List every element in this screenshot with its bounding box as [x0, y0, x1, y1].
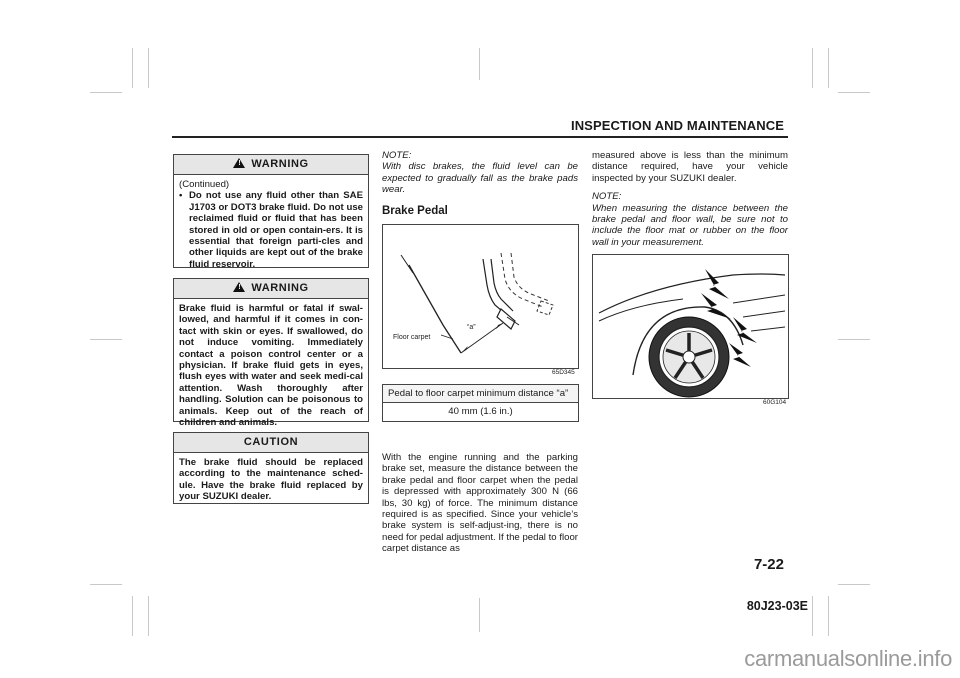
- crop-mark: [90, 92, 122, 93]
- crop-mark: [812, 48, 813, 88]
- crop-mark: [479, 598, 480, 632]
- warning-bullet-text: Do not use any fluid other than SAE J1703 or DOT3 brake fluid. Do not use reclaimed fluid or fluid that has been stored in old or open contain-ers. It is essential that foreign parti-cles and other liquids are kept out of the brake fluid reservoir.: [189, 190, 363, 270]
- crop-mark: [132, 596, 133, 636]
- warning-body: Brake fluid is harmful or fatal if swal-lowed, and harmful if it comes in con-tact with skin or eyes. If swallowed, do not induce vomiting. Immediately contact a poison control center or a physician. If brake fluid gets in eyes, flush eyes with water and seek medi-cal attention. Wash thoroughly after handling. Solution can be poisonous to animals. Keep out of the reach of children and animals.: [179, 303, 363, 429]
- section-title: INSPECTION AND MAINTENANCE: [570, 118, 784, 133]
- warning-title: WARNING: [251, 158, 309, 170]
- page-number: 7-22: [753, 556, 784, 573]
- spec-table: [382, 384, 579, 422]
- crop-mark: [132, 48, 133, 88]
- warning-box-continued: [173, 154, 369, 268]
- crop-mark: [479, 48, 480, 80]
- crop-mark: [828, 48, 829, 88]
- brake-pedal-figure: [382, 224, 579, 369]
- warning-header: [174, 279, 368, 299]
- middle-body-text: With the engine running and the parking brake set, measure the distance between the brake pedal and floor carpet when the pedal is depressed with approximately 300 N (66 lbs, 30 kg) of force. The minimum distance required is as specified. Since your vehicle’s brake system is self-adjust-ing, there is no need for pedal adjustment. If the pedal to floor carpet distance as: [382, 452, 578, 555]
- caution-body: The brake fluid should be replaced according to the maintenance sched-ule. Have the brake fluid replaced by your SUZUKI dealer.: [179, 457, 363, 503]
- spec-value: 40 mm (1.6 in.): [448, 406, 513, 418]
- crop-mark: [90, 339, 122, 340]
- warning-title: WARNING: [251, 282, 309, 294]
- crop-mark: [812, 596, 813, 636]
- figure-code: 60G104: [763, 399, 787, 406]
- section-heading: Brake Pedal: [382, 204, 448, 217]
- note-label: NOTE:: [592, 191, 622, 203]
- crop-mark: [838, 92, 870, 93]
- crop-mark: [148, 48, 149, 88]
- distance-a-label: “a”: [467, 324, 476, 331]
- caution-header: CAUTION: [174, 433, 368, 453]
- header-rule: [172, 136, 788, 138]
- warning-body: [174, 175, 368, 274]
- bullet-icon: •: [179, 190, 183, 202]
- note-label: NOTE:: [382, 150, 412, 161]
- document-code: 80J23-03E: [746, 599, 808, 613]
- floor-carpet-label: Floor carpet: [393, 334, 431, 341]
- watermark-url: carmanualsonline.info: [744, 646, 952, 671]
- right-column-top: [592, 150, 788, 248]
- warning-header: [174, 155, 368, 175]
- note-text: With disc brakes, the fluid level can be expected to gradually fall as the brake pads wear.: [382, 161, 578, 196]
- crop-mark: [838, 339, 870, 340]
- crop-mark: [148, 596, 149, 636]
- crop-mark: [90, 584, 122, 585]
- crop-mark: [838, 584, 870, 585]
- warning-box-brake-fluid: [173, 278, 369, 429]
- car-wheel-diagram: [593, 255, 788, 398]
- middle-column-top: [382, 150, 578, 217]
- warning-icon: !: [233, 282, 245, 292]
- spec-header: Pedal to floor carpet minimum distance “a”: [383, 385, 578, 403]
- continued-label: (Continued): [179, 179, 230, 190]
- figure-code: 65D345: [552, 369, 575, 376]
- caution-box: [173, 432, 369, 504]
- wheel-figure: [592, 254, 789, 399]
- crop-mark: [828, 596, 829, 636]
- note-text: When measuring the distance between the brake pedal and floor wall, be sure not to include the floor mat or rubber on the floor wall in your measurement.: [592, 202, 788, 248]
- right-body-text: measured above is less than the minimum distance required, have your vehicle inspected by your SUZUKI dealer.: [592, 150, 788, 184]
- warning-icon: !: [233, 158, 245, 168]
- brake-pedal-diagram: [383, 225, 578, 368]
